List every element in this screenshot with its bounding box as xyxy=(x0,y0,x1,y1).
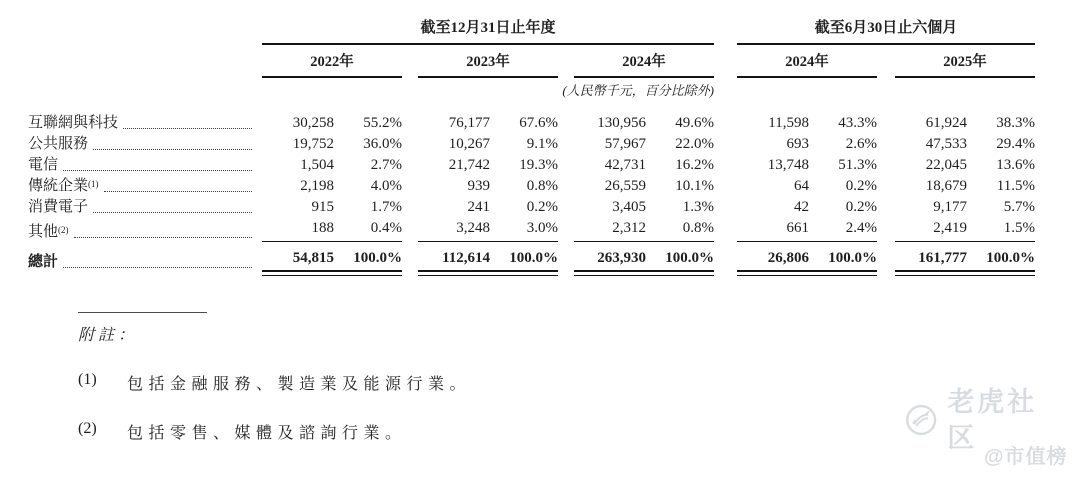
period-group-header-row xyxy=(28,10,1056,45)
value-cell: 57,967 xyxy=(604,136,646,152)
year-header-2024: 2024年 xyxy=(574,45,714,78)
period-group-annual xyxy=(262,18,714,45)
pct-cell: 1.5% xyxy=(967,218,1035,242)
pct-cell: 1.7% xyxy=(370,199,402,215)
pct-cell: 2.4% xyxy=(809,218,877,242)
year-header-2023: 2023年 xyxy=(418,45,558,78)
value-cell: 693 xyxy=(786,136,809,152)
year-header-row xyxy=(28,45,1056,78)
pct-cell: 19.3% xyxy=(519,157,558,173)
footnote-number: (2) xyxy=(78,420,97,437)
table-row-public-services xyxy=(28,134,1056,154)
pct-cell: 22.0% xyxy=(675,136,714,152)
dot-leader xyxy=(63,170,252,171)
value-cell: 11,598 xyxy=(768,115,809,131)
total-pct-cell: 100.0% xyxy=(334,248,402,272)
watermark-community-name: 老虎社区 xyxy=(947,387,1038,453)
footnotes-heading: 附註： xyxy=(78,327,139,344)
table-row-total xyxy=(28,248,1056,272)
value-cell: 76,177 xyxy=(448,115,490,131)
tiger-logo-icon xyxy=(905,402,937,438)
value-cell: 22,045 xyxy=(925,157,967,173)
pct-cell: 51.3% xyxy=(838,157,877,173)
value-cell: 9,177 xyxy=(933,199,967,215)
pct-cell: 38.3% xyxy=(996,115,1035,131)
unit-note: (人民幣千元，百分比除外) xyxy=(562,83,714,98)
pct-cell: 29.4% xyxy=(996,136,1035,152)
pct-cell: 55.2% xyxy=(363,115,402,131)
dot-leader xyxy=(93,212,252,213)
total-value-cell: 26,806 xyxy=(737,248,809,272)
dot-leader xyxy=(74,237,252,238)
pct-cell: 13.6% xyxy=(996,157,1035,173)
table-row-telecom xyxy=(28,155,1056,175)
footnote-ref-1: (1) xyxy=(88,179,99,189)
value-cell: 3,405 xyxy=(612,199,646,215)
row-label: 互聯網與科技 xyxy=(28,113,254,133)
period-group-interim-title: 截至6月30日止六個月 xyxy=(814,20,958,36)
table-row-others xyxy=(28,218,1056,242)
dot-leader xyxy=(104,191,252,192)
total-value-cell: 263,930 xyxy=(574,248,646,272)
dot-leader xyxy=(93,149,252,150)
table-row-consumer-electronics xyxy=(28,197,1056,217)
value-cell: 2,312 xyxy=(574,218,646,242)
row-label: 電信 xyxy=(28,155,254,175)
pct-cell: 10.1% xyxy=(675,178,714,194)
year-header-2025-interim: 2025年 xyxy=(895,45,1035,78)
footnote-number: (1) xyxy=(78,371,97,388)
pct-cell: 43.3% xyxy=(838,115,877,131)
value-cell: 19,752 xyxy=(292,136,334,152)
watermark-credit: @市值榜 xyxy=(984,446,1068,468)
pct-cell: 36.0% xyxy=(363,136,402,152)
footnote-2 xyxy=(78,420,778,443)
footnote-ref-2: (2) xyxy=(58,225,69,235)
value-cell: 47,533 xyxy=(925,136,967,152)
row-label: 總計 xyxy=(28,252,254,272)
unit-note-row xyxy=(28,78,1056,99)
total-pct-cell: 100.0% xyxy=(967,248,1035,272)
row-label: 公共服務 xyxy=(28,134,254,154)
pct-cell: 2.7% xyxy=(370,157,402,173)
pct-cell: 49.6% xyxy=(675,115,714,131)
total-pct-cell: 100.0% xyxy=(809,248,877,272)
total-value-cell: 161,777 xyxy=(895,248,967,272)
pct-cell: 4.0% xyxy=(370,178,402,194)
total-pct-cell: 100.0% xyxy=(646,248,714,272)
value-cell: 61,924 xyxy=(925,115,967,131)
table-row-traditional-enterprises xyxy=(28,176,1056,196)
value-cell: 64 xyxy=(794,178,809,194)
value-cell: 1,504 xyxy=(300,157,334,173)
tiger-community-watermark xyxy=(905,387,1055,453)
pct-cell: 0.2% xyxy=(526,199,558,215)
value-cell: 939 xyxy=(467,178,490,194)
dot-leader xyxy=(123,128,252,129)
pct-cell: 0.2% xyxy=(845,199,877,215)
value-cell: 188 xyxy=(262,218,334,242)
pct-cell: 67.6% xyxy=(519,115,558,131)
value-cell: 18,679 xyxy=(925,178,967,194)
row-label: 傳統企業 (1) xyxy=(28,176,254,196)
pct-cell: 9.1% xyxy=(526,136,558,152)
value-cell: 42,731 xyxy=(604,157,646,173)
total-value-cell: 54,815 xyxy=(262,248,334,272)
value-cell: 26,559 xyxy=(604,178,646,194)
value-cell: 2,198 xyxy=(300,178,334,194)
pct-cell: 0.8% xyxy=(526,178,558,194)
value-cell: 915 xyxy=(311,199,334,215)
period-group-annual-title: 截至12月31日止年度 xyxy=(420,20,556,36)
table-body xyxy=(28,113,1056,272)
value-cell: 661 xyxy=(737,218,809,242)
pct-cell: 1.3% xyxy=(682,199,714,215)
value-cell: 21,742 xyxy=(448,157,490,173)
value-cell: 130,956 xyxy=(597,115,646,131)
pct-cell: 3.0% xyxy=(490,218,558,242)
footnote-1 xyxy=(78,371,778,394)
total-pct-cell: 100.0% xyxy=(490,248,558,272)
period-group-interim xyxy=(737,18,1035,45)
value-cell: 13,748 xyxy=(767,157,809,173)
pct-cell: 5.7% xyxy=(1003,199,1035,215)
pct-cell: 0.8% xyxy=(646,218,714,242)
footnotes-section xyxy=(78,312,778,443)
pct-cell: 2.6% xyxy=(845,136,877,152)
table-row-internet-tech xyxy=(28,113,1056,133)
row-label: 其他 (2) xyxy=(28,222,254,242)
value-cell: 241 xyxy=(467,199,490,215)
pct-cell: 0.4% xyxy=(334,218,402,242)
pct-cell: 16.2% xyxy=(675,157,714,173)
revenue-by-industry-table xyxy=(28,10,1056,272)
value-cell: 10,267 xyxy=(448,136,490,152)
total-value-cell: 112,614 xyxy=(418,248,490,272)
row-label: 消費電子 xyxy=(28,197,254,217)
value-cell: 30,258 xyxy=(292,115,334,131)
year-header-2024-interim: 2024年 xyxy=(737,45,877,78)
footnote-text: 包括金融服務、製造業及能源行業。 xyxy=(127,376,472,393)
dot-leader xyxy=(63,267,252,268)
value-cell: 3,248 xyxy=(418,218,490,242)
value-cell: 2,419 xyxy=(895,218,967,242)
footnote-divider xyxy=(78,312,207,313)
footnote-text: 包括零售、媒體及諮詢行業。 xyxy=(127,425,407,442)
pct-cell: 0.2% xyxy=(845,178,877,194)
value-cell: 42 xyxy=(794,199,809,215)
year-header-2022: 2022年 xyxy=(262,45,402,78)
pct-cell: 11.5% xyxy=(996,178,1035,194)
